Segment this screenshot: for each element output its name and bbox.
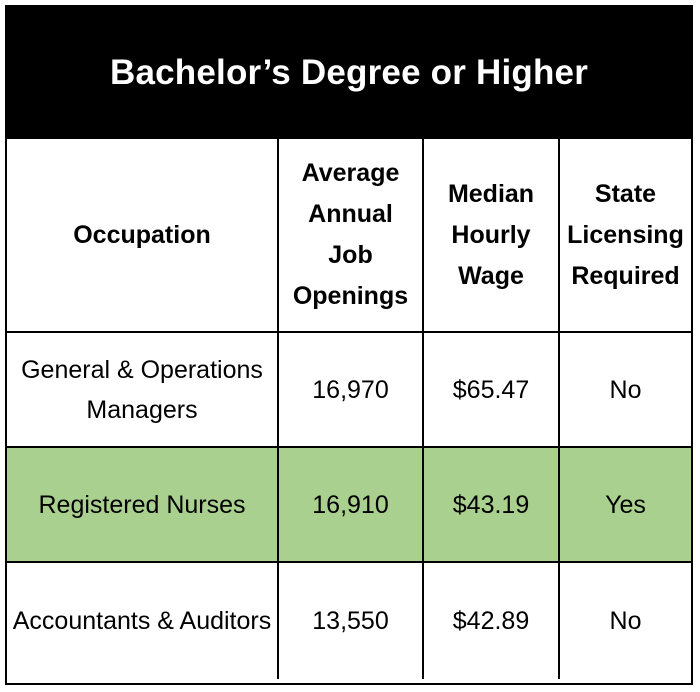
licensing-cell: No (559, 332, 691, 447)
table-row-highlighted (7, 447, 691, 562)
licensing-cell: Yes (559, 447, 691, 562)
wage-cell: $42.89 (423, 562, 559, 679)
occupation-table (7, 139, 691, 679)
table-row (7, 562, 691, 679)
header-row (7, 139, 691, 332)
openings-cell: 16,910 (278, 447, 423, 562)
header-hourly-wage: Median Hourly Wage (423, 139, 559, 332)
header-job-openings: Average Annual Job Openings (278, 139, 423, 332)
table-row (7, 332, 691, 447)
licensing-cell: No (559, 562, 691, 679)
table-title: Bachelor’s Degree or Higher (7, 7, 691, 139)
wage-cell: $65.47 (423, 332, 559, 447)
openings-cell: 13,550 (278, 562, 423, 679)
occupation-cell: Accountants & Auditors (7, 562, 278, 679)
wage-cell: $43.19 (423, 447, 559, 562)
header-state-licensing: State Licensing Required (559, 139, 691, 332)
occupation-cell: Registered Nurses (7, 447, 278, 562)
occupation-cell: General & Operations Managers (7, 332, 278, 447)
occupation-table-card (5, 5, 693, 685)
header-occupation: Occupation (7, 139, 278, 332)
openings-cell: 16,970 (278, 332, 423, 447)
